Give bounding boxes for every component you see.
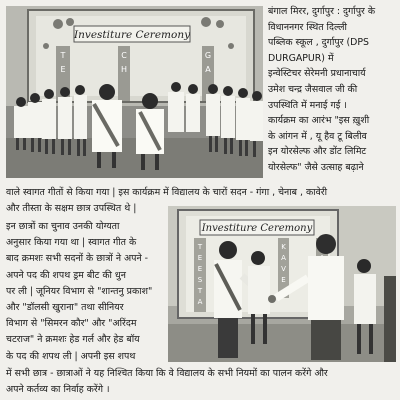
text-line: बाद क्रमशः सभी सदनों के छात्रों ने अपने - (6, 253, 149, 265)
text-line: कार्यक्रम का आरंभ "इस ख़ुशी (268, 115, 370, 127)
text-line: विधाननगर स्थित दिल्ली (268, 21, 347, 33)
text-line: में सभी छात्र - छात्राओं ने यह निश्चित किया कि वे विद्यालय के सभी नियमों का पालन करेंगे और (6, 368, 328, 379)
text-line: चटराज" ने क्रमशः हेड गर्ल और हेड बॉय (6, 334, 140, 346)
text-line: पब्लिक स्कूल , दुर्गापुर (DPS (268, 37, 369, 49)
text-line: बंगाल मिरर, दुर्गापुर : दुर्गापुर के (268, 6, 376, 17)
svg-text:E: E (197, 254, 203, 262)
text-line: इन छात्रों का चुनाव उनकी योग्यता (6, 221, 120, 232)
svg-text:K: K (281, 243, 286, 251)
text-line: अपने कर्तव्य का निर्वाह करेंगे । (6, 384, 110, 395)
ceremony-photo-badge-presentation (168, 206, 396, 362)
svg-text:T: T (197, 243, 203, 251)
text-line: उमेश चन्द्र जैसवाल जी की (268, 83, 358, 95)
text-line: योरसेल्फ" जैसे उत्साह बढ़ाने (268, 161, 364, 173)
text-line: इन योरसेल्फ और डोंट लिमिट (268, 146, 367, 158)
banner-text: Investiture Ceremony (73, 29, 191, 41)
svg-text:E: E (197, 265, 203, 273)
svg-text:E: E (281, 276, 286, 284)
text-line: वाले स्वागत गीतों से किया गया | इस कार्यक्रम में विद्यालय के चारों सदन - गंगा , चेनाब , कावेरी (6, 187, 328, 198)
text-line: और तीस्ता के सक्षम छात्र उपस्थित थे | (6, 203, 137, 214)
svg-text:T: T (197, 287, 203, 295)
svg-text:E: E (60, 65, 66, 74)
article-closing-paragraph (6, 366, 396, 398)
text-line: पर ली | जूनियर विभाग से "शान्तनु प्रकाश" (6, 285, 153, 297)
text-line: अपने पद की शपथ ड्रम बीट की धुन (6, 269, 126, 281)
text-line: अनुसार किया गया था | स्वागत गीत के (6, 237, 137, 249)
banner-text: Investiture Ceremony (201, 223, 313, 234)
article-intro-column (268, 4, 396, 176)
text-line: इन्वेस्टिचर सेरेमनी प्रधानाचार्य (268, 68, 366, 80)
article-left-column (6, 219, 164, 365)
text-line: विभाग से "सिमरन कौर" और "अरिंदम (6, 318, 137, 330)
svg-text:A: A (281, 254, 286, 262)
svg-text:T: T (60, 51, 66, 60)
svg-text:A: A (205, 65, 211, 74)
svg-text:H: H (120, 65, 128, 74)
svg-text:A: A (197, 298, 203, 306)
svg-text:C: C (121, 51, 127, 60)
svg-text:G: G (204, 51, 212, 60)
svg-text:V: V (281, 265, 286, 273)
text-line: और "डॉलसी खुराना" तथा सीनियर (6, 302, 124, 314)
svg-text:S: S (197, 276, 203, 284)
text-line: उपस्थिति में मनाई गई । (268, 99, 347, 111)
ceremony-photo-students-lineup (6, 6, 263, 178)
text-line: के आंगन में , यू हैव टू बिलीव (268, 130, 367, 142)
text-line: के पद की शपथ ली | अपनी इस शपथ (6, 350, 136, 362)
text-line: DURGAPUR) में (268, 52, 334, 64)
